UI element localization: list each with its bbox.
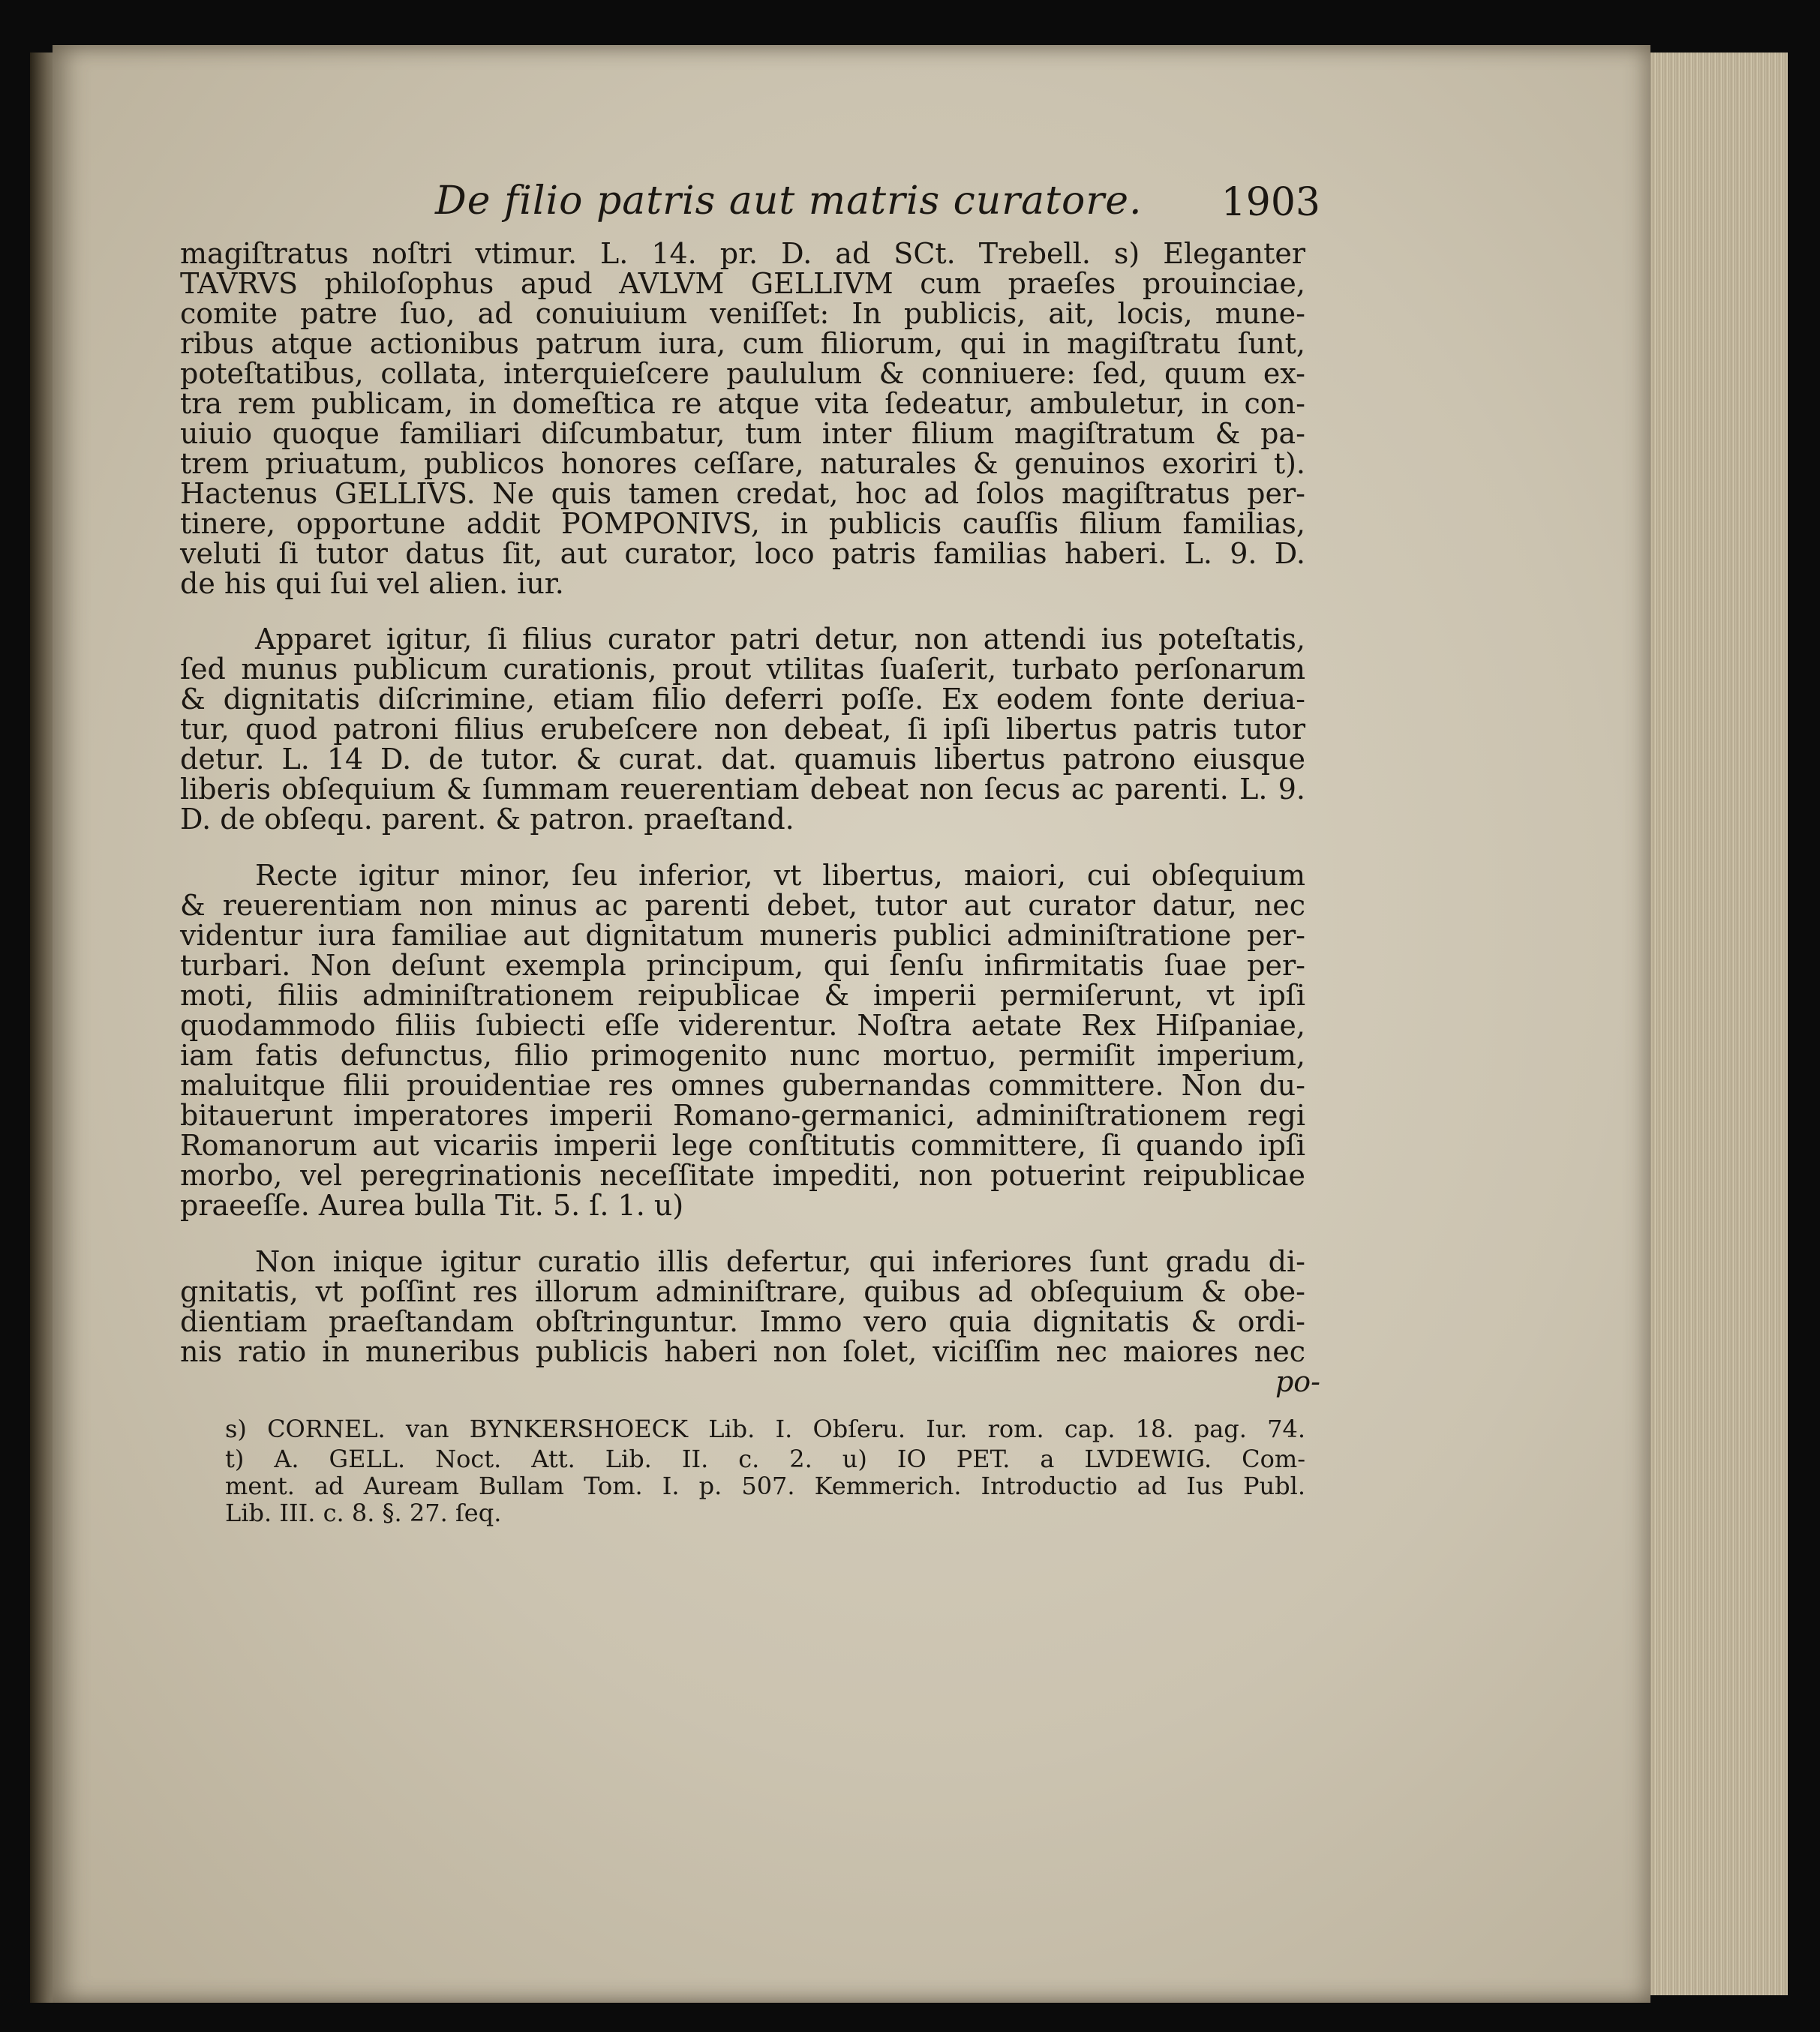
text-line: praeeſſe. Aurea bulla Tit. 5. ſ. 1. u) <box>180 1189 684 1222</box>
page-number: 1903 <box>1221 180 1320 225</box>
text-line: comite patre ſuo, ad conuiuium veniſſet: In publicis, ait, locis, mune- <box>180 297 1305 330</box>
text-line: maluitque filii prouidentiae res omnes gubernandas committere. Non du- <box>180 1069 1305 1102</box>
text-line: veluti ſi tutor datus ſit, aut curator, loco patris familias haberi. L. 9. D. <box>180 537 1305 570</box>
text-line: Non inique igitur curatio illis defertur, qui inferiores ſunt gradu di- <box>255 1245 1305 1278</box>
text-line: tinere, opportune addit POMPONIVS, in publicis cauſſis filium familias, <box>180 507 1305 540</box>
text-line: detur. L. 14 D. de tutor. & curat. dat. quamuis libertus patrono eiusque <box>180 743 1305 776</box>
text-line: bitauerunt imperatores imperii Romano-germanici, adminiſtrationem regi <box>180 1099 1305 1132</box>
text-line: de his qui ſui vel alien. iur. <box>180 567 564 600</box>
text-line: uiuio quoque familiari diſcumbatur, tum inter filium magiſtratum & pa- <box>180 417 1305 450</box>
text-line: tra rem publicam, in domeſtica re atque vita ſedeatur, ambuletur, in con- <box>180 387 1305 420</box>
page-text-block <box>180 0 1320 2032</box>
text-line: TAVRVS philoſophus apud AVLVM GELLIVM cum praeſes prouinciae, <box>180 267 1305 300</box>
text-line: turbari. Non deſunt exempla principum, qui ſenſu infirmitatis ſuae per- <box>180 949 1305 982</box>
text-line: quodammodo filiis ſubiecti eſſe viderentur. Noſtra aetate Rex Hiſpaniae, <box>180 1009 1305 1042</box>
text-line: ſed munus publicum curationis, prout vtilitas ſuaſerit, turbato perſonarum <box>180 653 1305 686</box>
text-line: videntur iura familiae aut dignitatum muneris publici adminiſtratione per- <box>180 919 1305 952</box>
text-line: nis ratio in muneribus publicis haberi non ſolet, viciſſim nec maiores nec <box>180 1335 1305 1368</box>
footnote-line: t) A. GELL. Noct. Att. Lib. II. c. 2. u) IO PET. a LVDEWIG. Com- <box>225 1445 1305 1473</box>
text-line: trem priuatum, publicos honores ceſſare, naturales & genuinos exoriri t). <box>180 447 1305 480</box>
text-line: dientiam praeſtandam obſtringuntur. Immo vero quia dignitatis & ordi- <box>180 1305 1305 1338</box>
footnote-line: s) CORNEL. van BYNKERSHOECK Lib. I. Obſeru. Iur. rom. cap. 18. pag. 74. <box>225 1415 1305 1443</box>
text-line: morbo, vel peregrinationis neceſſitate impediti, non potuerint reipublicae <box>180 1159 1305 1192</box>
text-line: ribus atque actionibus patrum iura, cum filiorum, qui in magiſtratu ſunt, <box>180 327 1305 360</box>
text-line: tur, quod patroni filius erubeſcere non debeat, ſi ipſi libertus patris tutor <box>180 713 1305 746</box>
running-title: De filio patris aut matris curatore. <box>435 179 1143 224</box>
text-line: iam fatis defunctus, filio primogenito nunc mortuo, permiſit imperium, <box>180 1039 1305 1072</box>
text-line: Hactenus GELLIVS. Ne quis tamen credat, hoc ad ſolos magiſtratus per- <box>180 477 1305 510</box>
footnote-line: ment. ad Auream Bullam Tom. I. p. 507. Kemmerich. Introductio ad Ius Publ. <box>225 1472 1305 1500</box>
text-line: liberis obſequium & ſummam reuerentiam debeat non ſecus ac parenti. L. 9. <box>180 773 1305 806</box>
page-header <box>180 179 1320 239</box>
text-line: moti, filiis adminiſtrationem reipublicae & imperii permiſerunt, vt ipſi <box>180 979 1305 1012</box>
text-line: Recte igitur minor, ſeu inferior, vt libertus, maiori, cui obſequium <box>255 859 1305 892</box>
text-line: Romanorum aut vicariis imperii lege conſtitutis committere, ſi quando ipſi <box>180 1129 1305 1162</box>
page-stack-fore-edge <box>1643 53 1788 1995</box>
footnote-line: Lib. III. c. 8. §. 27. ſeq. <box>225 1499 502 1527</box>
text-line: Apparet igitur, ſi filius curator patri detur, non attendi ius poteſtatis, <box>255 623 1305 656</box>
text-line: poteſtatibus, collata, interquieſcere paululum & conniuere: ſed, quum ex- <box>180 357 1305 390</box>
text-line: D. de obſequ. parent. & patron. praeſtand. <box>180 803 794 836</box>
text-line: gnitatis, vt poſſint res illorum adminiſtrare, quibus ad obſequium & obe- <box>180 1275 1305 1308</box>
text-line: & reuerentiam non minus ac parenti debet, tutor aut curator datur, nec <box>180 889 1305 922</box>
text-line: magiſtratus noſtri vtimur. L. 14. pr. D. ad SCt. Trebell. s) Eleganter <box>180 237 1305 270</box>
catchword: po- <box>1275 1365 1320 1398</box>
text-line: & dignitatis diſcrimine, etiam filio deferri poſſe. Ex eodem fonte deriua- <box>180 683 1305 716</box>
